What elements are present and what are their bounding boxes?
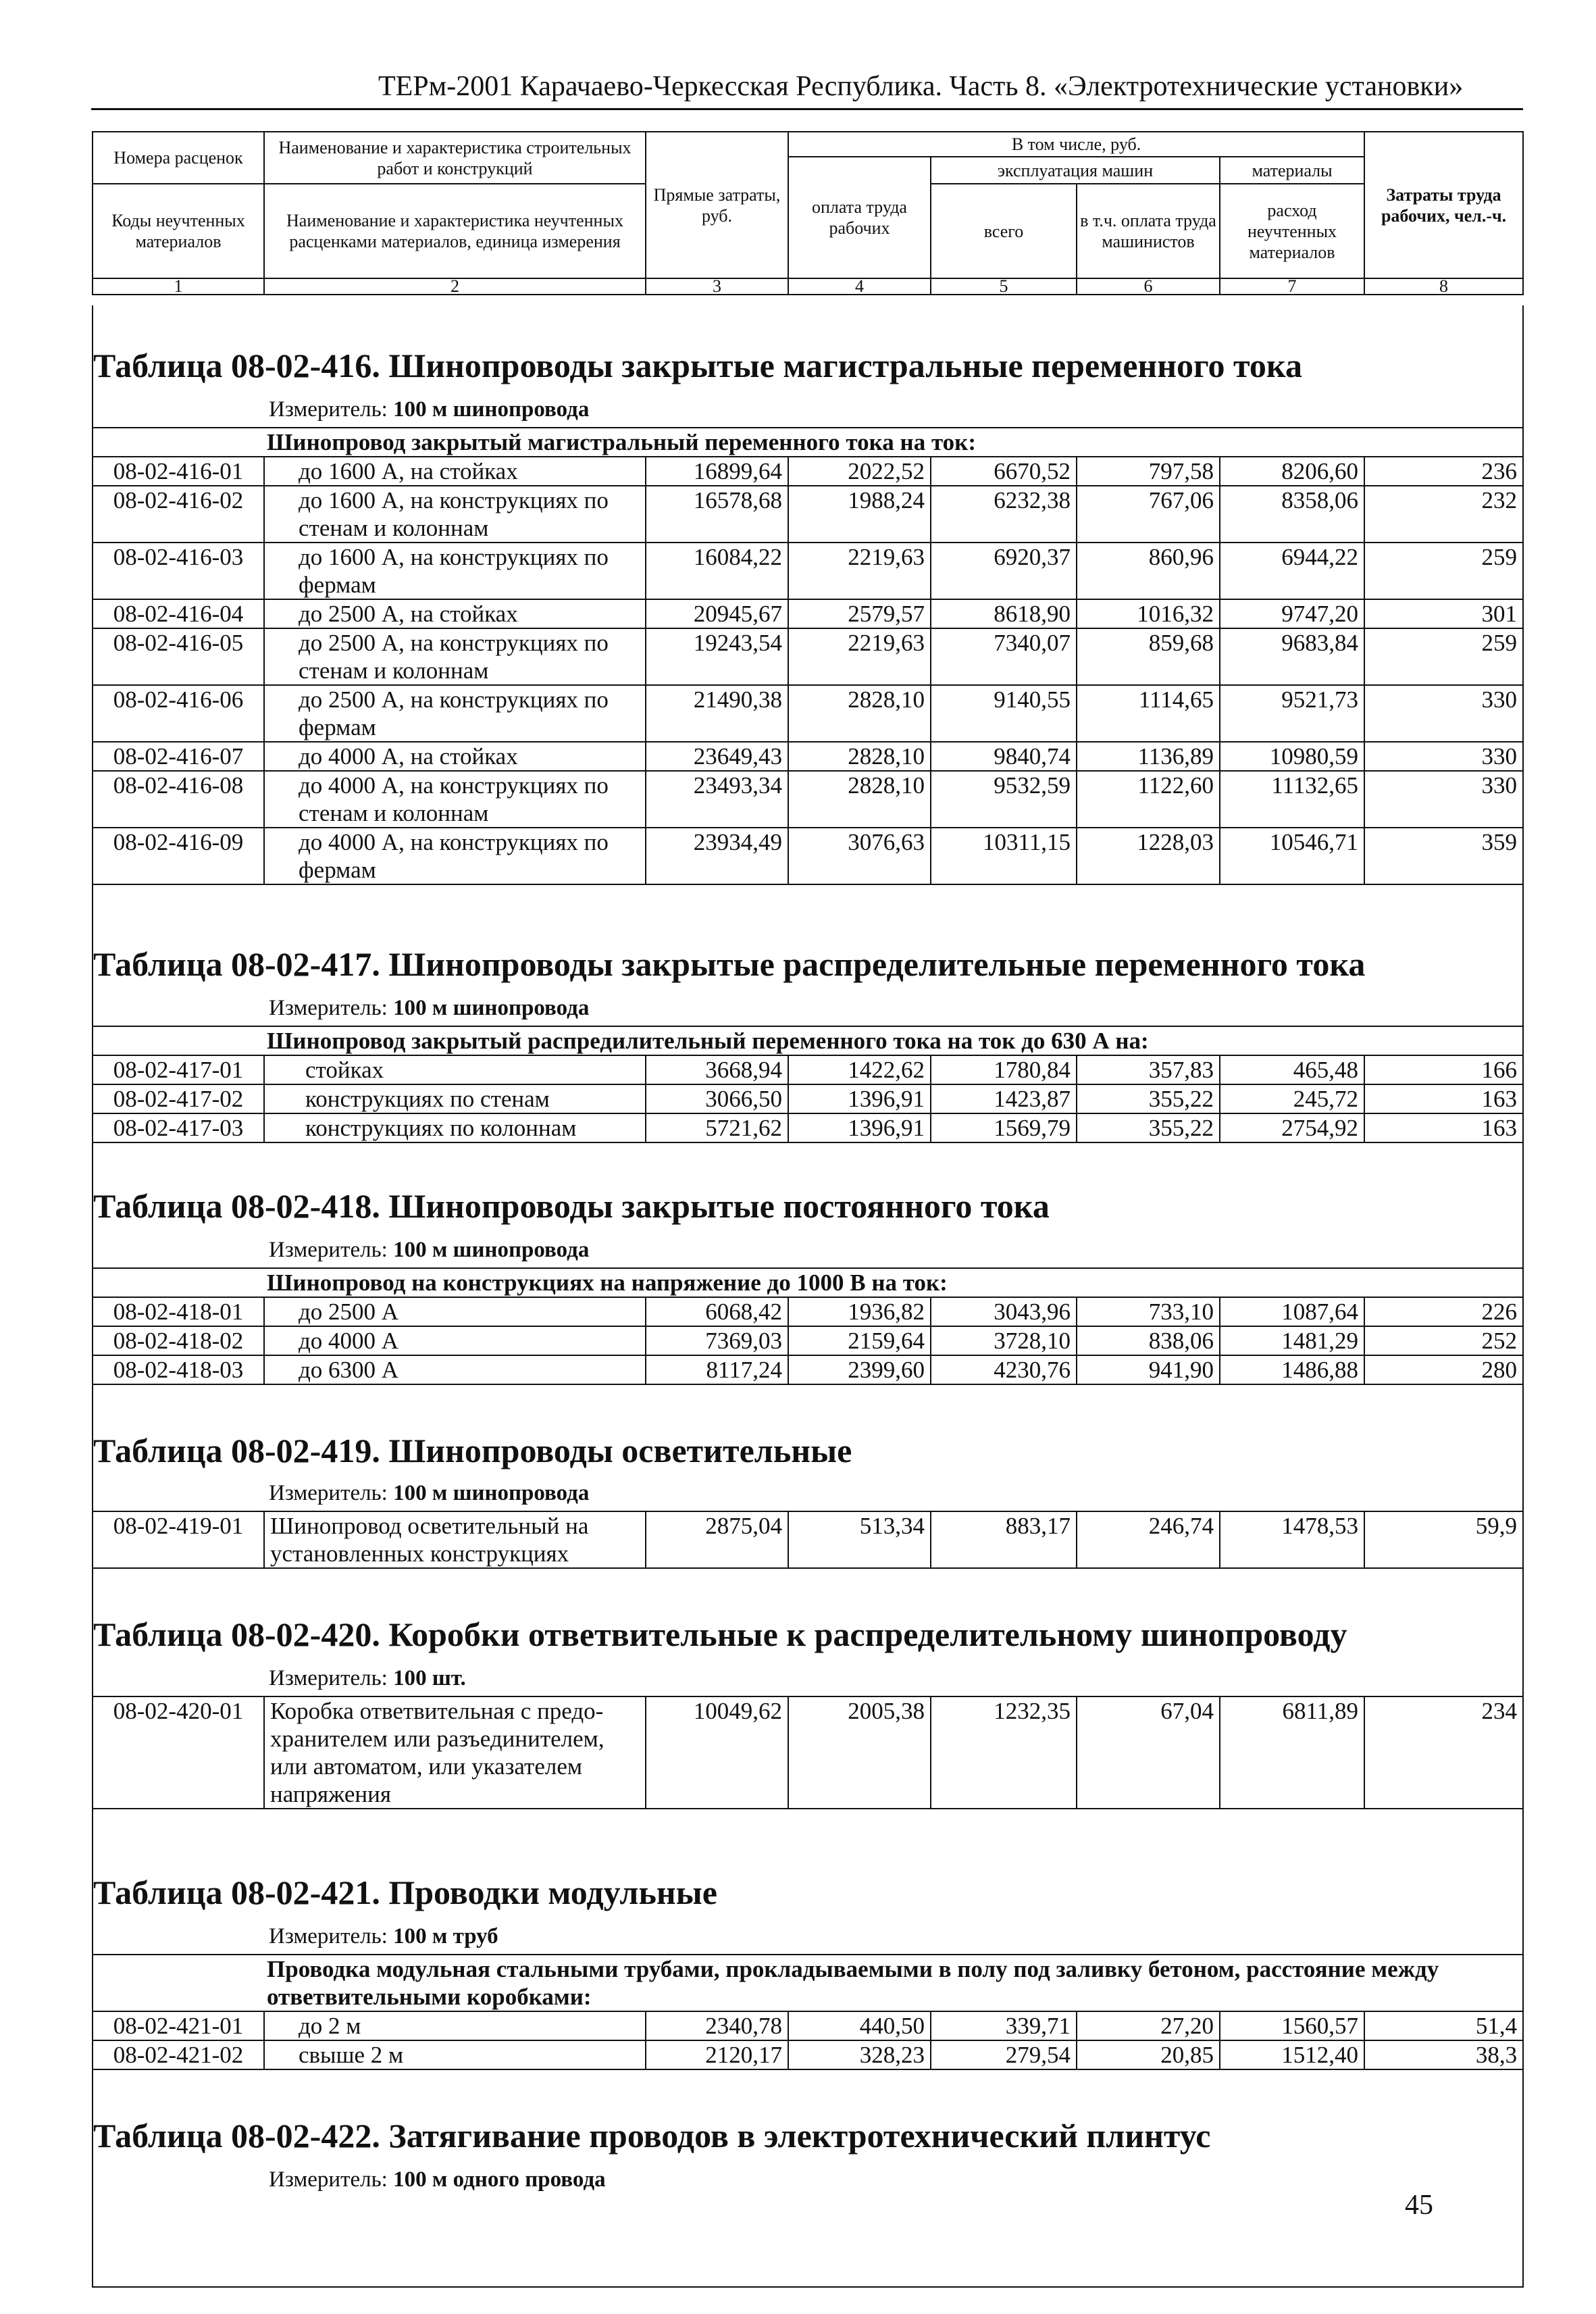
table-row <box>93 486 1523 543</box>
work-name: до 4000 А, на стойках <box>264 742 646 771</box>
table-title: Таблица 08-02-422. Затягивание проводов в электротехнический плинтус <box>93 2117 1211 2155</box>
table-row <box>93 828 1523 884</box>
operator-pay: 67,04 <box>1077 1696 1220 1809</box>
direct-costs: 2120,17 <box>646 2040 788 2069</box>
material-usage: 9683,84 <box>1220 628 1364 685</box>
worker-pay: 2579,57 <box>788 599 931 628</box>
material-usage: 6811,89 <box>1220 1696 1364 1809</box>
labor-hours: 280 <box>1364 1355 1523 1384</box>
direct-costs: 8117,24 <box>646 1355 788 1384</box>
header-rule <box>91 108 1523 110</box>
measure-value: 100 м шинопровода <box>393 1481 590 1505</box>
direct-costs: 16899,64 <box>646 457 788 486</box>
labor-hours: 59,9 <box>1364 1511 1523 1568</box>
material-usage: 11132,65 <box>1220 771 1364 828</box>
rate-code: 08-02-416-02 <box>93 486 264 543</box>
labor-hours: 226 <box>1364 1297 1523 1326</box>
work-name: до 4000 А <box>264 1326 646 1355</box>
machines-total: 9840,74 <box>931 742 1077 771</box>
direct-costs: 3668,94 <box>646 1055 788 1084</box>
col-header-codes-bottom: Коды неучтенных материалов <box>93 184 264 278</box>
page-number: 45 <box>1405 2190 1433 2221</box>
table-title: Таблица 08-02-416. Шинопроводы закрытые магистральные переменного тока <box>93 347 1302 384</box>
subheader-row <box>93 1026 1523 1055</box>
direct-costs: 2875,04 <box>646 1511 788 1568</box>
rate-code: 08-02-416-09 <box>93 828 264 884</box>
direct-costs: 23649,43 <box>646 742 788 771</box>
work-name: стойках <box>264 1055 646 1084</box>
col-header-operator-pay: в т.ч. оплата труда машинистов <box>1077 184 1220 278</box>
worker-pay: 1396,91 <box>788 1084 931 1113</box>
rate-code: 08-02-416-08 <box>93 771 264 828</box>
direct-costs: 23493,34 <box>646 771 788 828</box>
measure-line <box>269 397 589 422</box>
measure-value: 100 м шинопровода <box>393 996 590 1020</box>
rates-table <box>92 1696 1524 1809</box>
measure-label: Измеритель: <box>269 1481 388 1505</box>
work-name: до 1600 А, на конструкциях по фермам <box>264 543 646 599</box>
labor-hours: 163 <box>1364 1084 1523 1113</box>
table-row <box>93 1297 1523 1326</box>
measure-label: Измеритель: <box>269 2167 388 2192</box>
labor-hours: 166 <box>1364 1055 1523 1084</box>
work-name: конструкциях по стенам <box>264 1084 646 1113</box>
operator-pay: 1122,60 <box>1077 771 1220 828</box>
col-header-machines: эксплуатация машин <box>931 157 1220 184</box>
machines-total: 10311,15 <box>931 828 1077 884</box>
worker-pay: 1396,91 <box>788 1113 931 1142</box>
measure-value: 100 м одного провода <box>393 2167 606 2192</box>
work-name: Шинопровод осветительный на установленных конструкциях <box>264 1511 646 1568</box>
work-name: до 1600 А, на стойках <box>264 457 646 486</box>
operator-pay: 838,06 <box>1077 1326 1220 1355</box>
machines-total: 339,71 <box>931 2011 1077 2040</box>
direct-costs: 21490,38 <box>646 685 788 742</box>
machines-total: 6920,37 <box>931 543 1077 599</box>
operator-pay: 1136,89 <box>1077 742 1220 771</box>
col-header-name-top: Наименование и характеристика строительных работ и конструкций <box>264 132 646 184</box>
table-row <box>93 1113 1523 1142</box>
col-header-group: В том числе, руб. <box>788 132 1364 157</box>
rate-code: 08-02-417-02 <box>93 1084 264 1113</box>
operator-pay: 246,74 <box>1077 1511 1220 1568</box>
rates-table <box>92 1954 1524 2070</box>
col-number: 2 <box>264 278 646 295</box>
table-title: Таблица 08-02-417. Шинопроводы закрытые распределительные переменного тока <box>93 945 1366 983</box>
worker-pay: 2022,52 <box>788 457 931 486</box>
direct-costs: 3066,50 <box>646 1084 788 1113</box>
rates-table <box>92 1511 1524 1569</box>
rate-code: 08-02-419-01 <box>93 1511 264 1568</box>
col-number: 4 <box>788 278 931 295</box>
worker-pay: 2828,10 <box>788 771 931 828</box>
material-usage: 8358,06 <box>1220 486 1364 543</box>
worker-pay: 2159,64 <box>788 1326 931 1355</box>
rate-code: 08-02-418-02 <box>93 1326 264 1355</box>
col-header-material-usage: расход неучтенных материалов <box>1220 184 1364 278</box>
work-name: свыше 2 м <box>264 2040 646 2069</box>
table-title: Таблица 08-02-419. Шинопроводы осветительные <box>93 1432 852 1469</box>
worker-pay: 1422,62 <box>788 1055 931 1084</box>
worker-pay: 1936,82 <box>788 1297 931 1326</box>
column-number-row <box>93 278 1523 295</box>
material-usage: 1486,88 <box>1220 1355 1364 1384</box>
machines-total: 883,17 <box>931 1511 1077 1568</box>
measure-line <box>269 2167 606 2192</box>
operator-pay: 1114,65 <box>1077 685 1220 742</box>
subheader-row <box>93 1268 1523 1297</box>
measure-value: 100 м труб <box>393 1924 498 1948</box>
rates-table <box>92 1026 1524 1143</box>
table-title: Таблица 08-02-420. Коробки ответвительные к распределительному шинопроводу <box>93 1615 1347 1653</box>
operator-pay: 27,20 <box>1077 2011 1220 2040</box>
measure-value: 100 шт. <box>393 1666 466 1690</box>
work-name: до 2500 А, на конструкциях по стенам и колоннам <box>264 628 646 685</box>
direct-costs: 16084,22 <box>646 543 788 599</box>
col-number: 5 <box>931 278 1077 295</box>
operator-pay: 355,22 <box>1077 1113 1220 1142</box>
operator-pay: 1016,32 <box>1077 599 1220 628</box>
subheader-text: Шинопровод закрытый магистральный переменного тока на ток: <box>93 428 1523 457</box>
labor-hours: 234 <box>1364 1696 1523 1809</box>
worker-pay: 2005,38 <box>788 1696 931 1809</box>
table-row <box>93 771 1523 828</box>
worker-pay: 2399,60 <box>788 1355 931 1384</box>
machines-total: 6232,38 <box>931 486 1077 543</box>
table-row <box>93 1326 1523 1355</box>
rate-code: 08-02-416-01 <box>93 457 264 486</box>
subheader-text: Шинопровод закрытый распредилительный переменного тока на ток до 630 А на: <box>93 1026 1523 1055</box>
labor-hours: 51,4 <box>1364 2011 1523 2040</box>
measure-label: Измеритель: <box>269 1924 388 1948</box>
material-usage: 8206,60 <box>1220 457 1364 486</box>
machines-total: 1569,79 <box>931 1113 1077 1142</box>
labor-hours: 359 <box>1364 828 1523 884</box>
direct-costs: 20945,67 <box>646 599 788 628</box>
rate-code: 08-02-421-02 <box>93 2040 264 2069</box>
machines-total: 3728,10 <box>931 1326 1077 1355</box>
table-row <box>93 457 1523 486</box>
measure-value: 100 м шинопровода <box>393 1238 590 1262</box>
rate-code: 08-02-421-01 <box>93 2011 264 2040</box>
machines-total: 1780,84 <box>931 1055 1077 1084</box>
direct-costs: 10049,62 <box>646 1696 788 1809</box>
material-usage: 1481,29 <box>1220 1326 1364 1355</box>
work-name: до 4000 А, на конструкциях по стенам и колоннам <box>264 771 646 828</box>
subheader-text: Проводка модульная стальными трубами, прокладываемыми в полу под заливку бетоном, расстояние между ответвительными коробками: <box>93 1955 1523 2011</box>
work-name: до 2 м <box>264 2011 646 2040</box>
labor-hours: 232 <box>1364 486 1523 543</box>
rate-code: 08-02-418-03 <box>93 1355 264 1384</box>
col-header-codes-top: Номера расценок <box>93 132 264 184</box>
labor-hours: 330 <box>1364 771 1523 828</box>
material-usage: 9521,73 <box>1220 685 1364 742</box>
worker-pay: 513,34 <box>788 1511 931 1568</box>
rate-code: 08-02-417-01 <box>93 1055 264 1084</box>
operator-pay: 941,90 <box>1077 1355 1220 1384</box>
rate-code: 08-02-418-01 <box>93 1297 264 1326</box>
rates-table <box>92 1267 1524 1385</box>
measure-line <box>269 1481 589 1506</box>
direct-costs: 23934,49 <box>646 828 788 884</box>
table-row <box>93 742 1523 771</box>
rate-code: 08-02-420-01 <box>93 1696 264 1809</box>
material-usage: 1560,57 <box>1220 2011 1364 2040</box>
worker-pay: 328,23 <box>788 2040 931 2069</box>
work-name: до 1600 А, на конструкциях по стенам и колоннам <box>264 486 646 543</box>
machines-total: 6670,52 <box>931 457 1077 486</box>
operator-pay: 797,58 <box>1077 457 1220 486</box>
table-row <box>93 1055 1523 1084</box>
measure-line <box>269 1238 589 1263</box>
table-row <box>93 1084 1523 1113</box>
machines-total: 1423,87 <box>931 1084 1077 1113</box>
labor-hours: 236 <box>1364 457 1523 486</box>
operator-pay: 860,96 <box>1077 543 1220 599</box>
labor-hours: 330 <box>1364 742 1523 771</box>
direct-costs: 7369,03 <box>646 1326 788 1355</box>
table-row <box>93 1696 1523 1809</box>
worker-pay: 2219,63 <box>788 628 931 685</box>
labor-hours: 259 <box>1364 543 1523 599</box>
work-name: до 2500 А <box>264 1297 646 1326</box>
worker-pay: 2828,10 <box>788 685 931 742</box>
rate-code: 08-02-416-04 <box>93 599 264 628</box>
operator-pay: 767,06 <box>1077 486 1220 543</box>
measure-label: Измеритель: <box>269 996 388 1020</box>
table-row <box>93 685 1523 742</box>
subheader-row <box>93 428 1523 457</box>
material-usage: 9747,20 <box>1220 599 1364 628</box>
material-usage: 10980,59 <box>1220 742 1364 771</box>
col-header-name-bottom: Наименование и характеристика неучтенных расценками материалов, единица измерения <box>264 184 646 278</box>
worker-pay: 2219,63 <box>788 543 931 599</box>
table-title: Таблица 08-02-418. Шинопроводы закрытые постоянного тока <box>93 1187 1050 1225</box>
material-usage: 1087,64 <box>1220 1297 1364 1326</box>
labor-hours: 301 <box>1364 599 1523 628</box>
col-header-worker-pay: оплата труда рабочих <box>788 157 931 278</box>
work-name: до 4000 А, на конструкциях по фермам <box>264 828 646 884</box>
rate-code: 08-02-416-05 <box>93 628 264 685</box>
table-row <box>93 1355 1523 1384</box>
work-name: до 6300 А <box>264 1355 646 1384</box>
col-header-machines-total: всего <box>931 184 1077 278</box>
measure-label: Измеритель: <box>269 1238 388 1262</box>
worker-pay: 2828,10 <box>788 742 931 771</box>
operator-pay: 859,68 <box>1077 628 1220 685</box>
work-name: до 2500 А, на стойках <box>264 599 646 628</box>
labor-hours: 259 <box>1364 628 1523 685</box>
direct-costs: 16578,68 <box>646 486 788 543</box>
operator-pay: 733,10 <box>1077 1297 1220 1326</box>
material-usage: 245,72 <box>1220 1084 1364 1113</box>
subheader-text: Шинопровод на конструкциях на напряжение до 1000 В на ток: <box>93 1268 1523 1297</box>
subheader-row <box>93 1955 1523 2011</box>
work-name: до 2500 А, на конструкциях по фермам <box>264 685 646 742</box>
direct-costs: 2340,78 <box>646 2011 788 2040</box>
measure-line <box>269 1666 466 1691</box>
measure-line <box>269 996 589 1021</box>
operator-pay: 355,22 <box>1077 1084 1220 1113</box>
table-row <box>93 543 1523 599</box>
machines-total: 7340,07 <box>931 628 1077 685</box>
material-usage: 1478,53 <box>1220 1511 1364 1568</box>
material-usage: 2754,92 <box>1220 1113 1364 1142</box>
operator-pay: 1228,03 <box>1077 828 1220 884</box>
machines-total: 8618,90 <box>931 599 1077 628</box>
direct-costs: 6068,42 <box>646 1297 788 1326</box>
table-row <box>93 1511 1523 1568</box>
col-header-labor: Затраты труда рабочих, чел.-ч. <box>1364 132 1523 278</box>
material-usage: 6944,22 <box>1220 543 1364 599</box>
col-number: 7 <box>1220 278 1364 295</box>
machines-total: 4230,76 <box>931 1355 1077 1384</box>
table-row <box>93 2040 1523 2069</box>
labor-hours: 38,3 <box>1364 2040 1523 2069</box>
table-row <box>93 628 1523 685</box>
machines-total: 279,54 <box>931 2040 1077 2069</box>
col-number: 1 <box>93 278 264 295</box>
worker-pay: 1988,24 <box>788 486 931 543</box>
table-title: Таблица 08-02-421. Проводки модульные <box>93 1873 717 1911</box>
measure-label: Измеритель: <box>269 397 388 422</box>
direct-costs: 19243,54 <box>646 628 788 685</box>
material-usage: 10546,71 <box>1220 828 1364 884</box>
machines-total: 1232,35 <box>931 1696 1077 1809</box>
table-row <box>93 599 1523 628</box>
rate-code: 08-02-416-07 <box>93 742 264 771</box>
col-number: 8 <box>1364 278 1523 295</box>
worker-pay: 3076,63 <box>788 828 931 884</box>
machines-total: 9140,55 <box>931 685 1077 742</box>
worker-pay: 440,50 <box>788 2011 931 2040</box>
operator-pay: 20,85 <box>1077 2040 1220 2069</box>
material-usage: 465,48 <box>1220 1055 1364 1084</box>
rates-table <box>92 427 1524 885</box>
col-header-materials: материалы <box>1220 157 1364 184</box>
operator-pay: 357,83 <box>1077 1055 1220 1084</box>
rate-code: 08-02-416-06 <box>93 685 264 742</box>
labor-hours: 252 <box>1364 1326 1523 1355</box>
measure-value: 100 м шинопровода <box>393 397 590 422</box>
work-name: конструкциях по колоннам <box>264 1113 646 1142</box>
rate-code: 08-02-416-03 <box>93 543 264 599</box>
machines-total: 3043,96 <box>931 1297 1077 1326</box>
machines-total: 9532,59 <box>931 771 1077 828</box>
table-row <box>93 2011 1523 2040</box>
column-header-table <box>92 131 1524 295</box>
material-usage: 1512,40 <box>1220 2040 1364 2069</box>
rate-code: 08-02-417-03 <box>93 1113 264 1142</box>
col-number: 3 <box>646 278 788 295</box>
measure-line <box>269 1924 498 1949</box>
labor-hours: 163 <box>1364 1113 1523 1142</box>
measure-label: Измеритель: <box>269 1666 388 1690</box>
running-header: ТЕРм-2001 Карачаево-Черкесская Республика. Часть 8. «Электротехнические установки» <box>378 71 1464 102</box>
col-number: 6 <box>1077 278 1220 295</box>
labor-hours: 330 <box>1364 685 1523 742</box>
direct-costs: 5721,62 <box>646 1113 788 1142</box>
col-header-direct-costs: Прямые затраты, руб. <box>646 132 788 278</box>
work-name: Коробка ответвительная с предо-хранителем или разъединителем, или автоматом, или указателем напряжения <box>264 1696 646 1809</box>
